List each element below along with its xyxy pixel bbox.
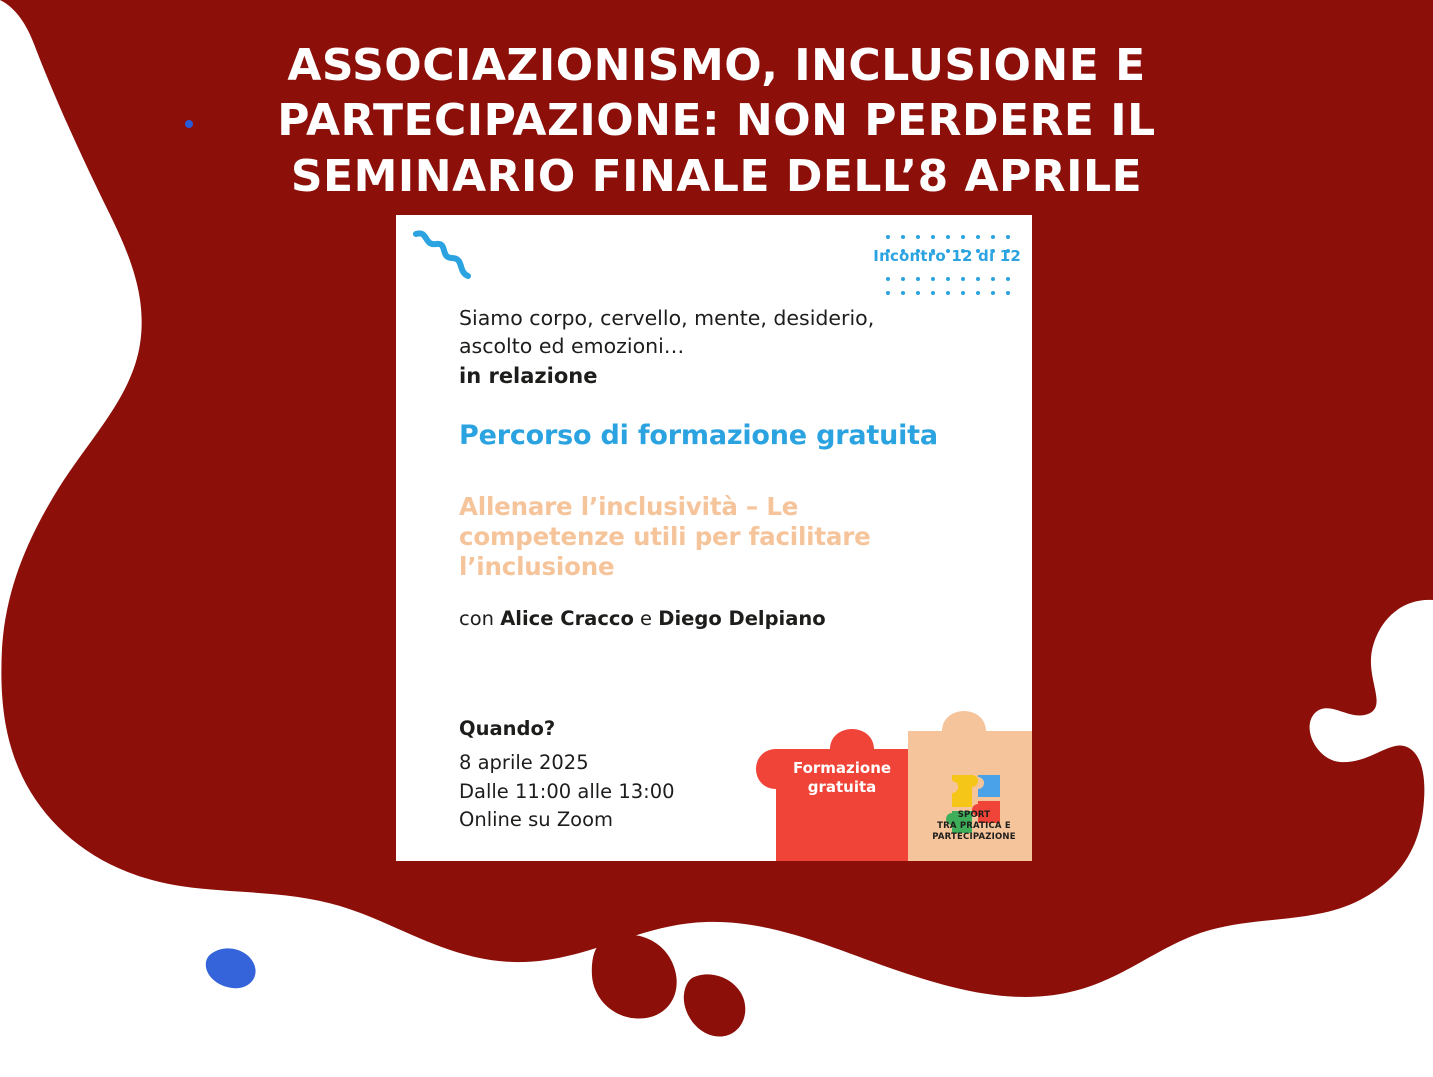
meeting-counter-label: Incontro 12 di 12 [873,247,1021,265]
poster-intro-text [459,305,959,391]
brand-line-3: PARTECIPAZIONE [932,831,1016,842]
free-training-badge [782,759,902,797]
program-subtitle: Percorso di formazione gratuita [459,420,938,451]
poster-intro-line-1: Siamo corpo, cervello, mente, desiderio, [459,306,875,330]
speakers-conjunction: e [633,607,659,630]
course-title-line-2: competenze utili per facilitare [459,521,871,551]
speaker-name-2: Diego Delpiano [658,607,826,630]
squiggle-icon [410,228,480,288]
event-time: Dalle 11:00 alle 13:00 [459,779,675,803]
page-title-line-2: PARTECIPAZIONE: NON PERDERE IL [277,95,1156,147]
free-training-badge-line-2: gratuita [807,777,877,796]
poster-intro-line-2: ascolto ed emozioni… [459,333,685,358]
puzzle-logo-block [756,701,1032,861]
page-title-line-3: SEMINARIO FINALE DELL’8 APRILE [290,150,1143,202]
free-training-badge-line-1: Formazione [792,759,892,777]
page-title-line-1: ASSOCIAZIONISMO, INCLUSIONE E [287,40,1146,91]
brand-line-2: TRA PRATICA E [937,820,1011,831]
speaker-name-1: Alice Cracco [500,607,634,630]
when-label: Quando? [459,717,556,740]
course-title [459,492,979,582]
brand-lockup [924,810,1024,843]
page-title [0,38,1433,204]
speakers-line [459,607,979,630]
event-date: 8 aprile 2025 [459,751,589,775]
course-title-line-3: l’inclusione [459,551,615,581]
speakers-prefix: con [459,607,501,630]
poster-intro-emphasis: in relazione [459,364,598,389]
dot-grid-icon [884,233,1024,303]
event-location: Online su Zoom [459,807,614,831]
when-block [459,715,789,834]
event-poster-card [396,215,1032,861]
brand-line-1: SPORT [957,809,991,820]
course-title-line-1: Allenare l’inclusività – Le [459,492,799,521]
